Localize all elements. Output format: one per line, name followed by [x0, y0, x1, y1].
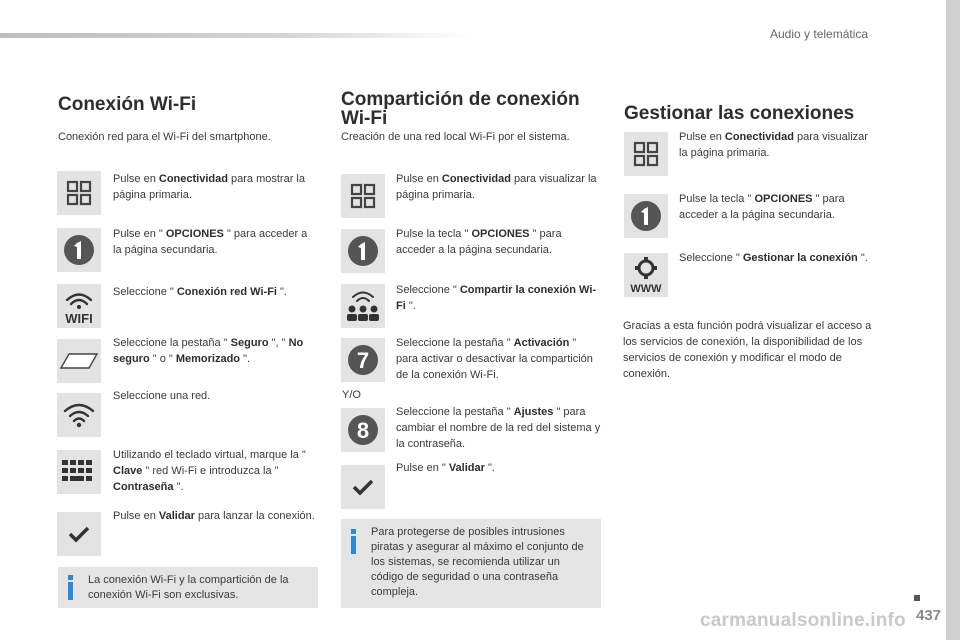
- svg-text:WIFI: WIFI: [65, 311, 93, 326]
- col1-step-1: Pulse en Conectividad para mostrar la página primaria.: [113, 173, 305, 201]
- col1-info-box: [58, 567, 318, 608]
- digit-7-icon: [341, 338, 385, 382]
- col1-step-4: Seleccione la pestaña " Seguro ", " No seguro " o " Memorizado ".: [113, 337, 304, 365]
- page-edge-rail: [946, 0, 960, 640]
- col1-step-5: Seleccione una red.: [113, 390, 211, 402]
- apps-grid-icon: [57, 171, 101, 215]
- tab-outline-icon: [57, 339, 101, 383]
- wifi-signal-icon: [57, 393, 101, 437]
- digit-1-icon: [57, 228, 101, 272]
- digit-8-icon: [341, 408, 385, 452]
- watermark: carmanualsonline.info: [700, 610, 906, 631]
- col2-step-5: Seleccione la pestaña " Ajustes " para cambiar el nombre de la red del sistema y la contraseña.: [396, 406, 601, 450]
- info-icon: [349, 529, 359, 555]
- apps-grid-icon: [624, 132, 668, 176]
- col1-step-2: Pulse en " OPCIONES " para acceder a la página secundaria.: [113, 228, 308, 256]
- col2-info-box: [341, 519, 601, 608]
- people-share-icon: [341, 284, 385, 328]
- col1-step-6: Utilizando el teclado virtual, marque la " Clave " red Wi-Fi e introduzca la " Contraseña ".: [113, 449, 306, 493]
- checkmark-icon: [341, 465, 385, 509]
- page-number: 437: [916, 607, 942, 624]
- header-rule: [0, 33, 470, 38]
- or-label: Y/O: [342, 389, 361, 401]
- col3-note: Gracias a esta función podrá visualizar el acceso a los servicios de conexión, la disponibilidad de los servicios de conexión y modificar el modo de conexión.: [623, 320, 872, 380]
- section-title: Audio y telemática: [770, 27, 869, 41]
- svg-text:7: 7: [356, 348, 370, 373]
- digit-1-icon: [624, 194, 668, 238]
- col2-step-4: Seleccione la pestaña " Activación " para activar o desactivar la compartición de la conexión Wi-Fi.: [396, 337, 593, 381]
- col3-title: Gestionar las conexiones: [624, 103, 855, 124]
- col1-info-text: La conexión Wi-Fi y la compartición de la conexión Wi-Fi son exclusivas.: [88, 574, 289, 601]
- apps-grid-icon: [341, 174, 385, 218]
- col1-step-7: Pulse en Validar para lanzar la conexión.: [113, 510, 315, 522]
- col2-step-2: Pulse la tecla " OPCIONES " para acceder a la página secundaria.: [396, 228, 562, 256]
- digit-1-icon: [341, 229, 385, 273]
- gear-www-icon: [624, 253, 668, 297]
- svg-text:8: 8: [356, 418, 370, 443]
- info-icon: [66, 575, 76, 601]
- col1-step-3: Seleccione " Conexión red Wi-Fi ".: [113, 286, 287, 298]
- col3-step-2: Pulse la tecla " OPCIONES " para acceder a la página secundaria.: [679, 193, 845, 221]
- svg-text:WWW: WWW: [630, 283, 662, 295]
- col1-intro: Conexión red para el Wi-Fi del smartphone.: [58, 131, 271, 143]
- col3-step-3: Seleccione " Gestionar la conexión ".: [679, 252, 868, 264]
- col2-info-text: Para protegerse de posibles intrusiones piratas y asegurar al máximo el conjunto de los sistemas, se recomienda utilizar un código de seguridad o una contraseña compleja.: [371, 526, 584, 598]
- checkmark-icon: [57, 512, 101, 556]
- col2-step-6: Pulse en " Validar ".: [396, 462, 495, 474]
- page-marker: [914, 595, 920, 601]
- col1-title: Conexión Wi-Fi: [58, 94, 197, 115]
- wifi-label-icon: [57, 284, 101, 328]
- col2-step-1: Pulse en Conectividad para visualizar la página primaria.: [396, 173, 597, 201]
- col2-step-3: Seleccione " Compartir la conexión Wi-Fi ".: [396, 284, 597, 312]
- keyboard-icon: [57, 450, 101, 494]
- col2-intro: Creación de una red local Wi-Fi por el sistema.: [341, 131, 570, 143]
- col3-step-1: Pulse en Conectividad para visualizar la página primaria.: [679, 131, 868, 159]
- col2-title: Compartición de conexión Wi-Fi: [341, 89, 580, 129]
